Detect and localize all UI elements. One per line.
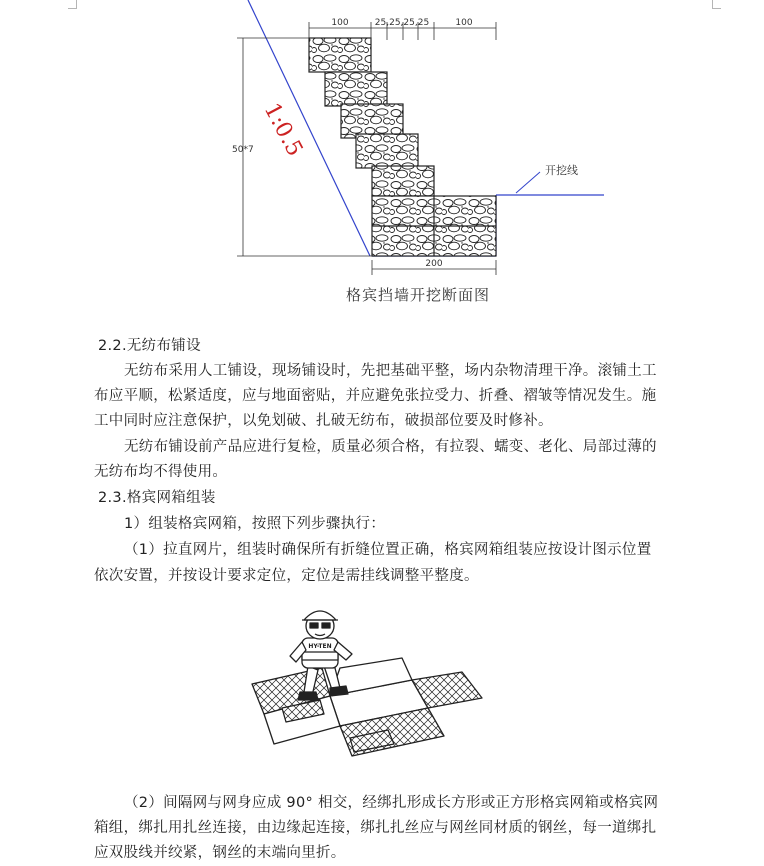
- paragraph-line: （2）间隔网与网身应成 90° 相交，经绑扎形成长方形或正方形格宾网箱或格宾网: [124, 795, 659, 811]
- paragraph-line: 箱组，绑扎用扎丝连接，由边缘起连接，绑扎扎丝应与网丝同材质的钢丝，每一道绑扎: [94, 820, 657, 836]
- section-heading-2-3: 2.3.格宾网箱组装: [98, 490, 216, 506]
- figure-caption: 格宾挡墙开挖断面图: [346, 286, 491, 304]
- section-heading-2-2: 2.2.无纺布铺设: [98, 338, 201, 354]
- slope-ratio-label: 1:0.5: [258, 99, 308, 161]
- page-corner-mark: [68, 0, 77, 9]
- excavation-leader: [516, 172, 540, 193]
- paragraph-line: 无纺布采用人工铺设，现场铺设时，先把基础平整，场内杂物清理干净。滚铺土工: [124, 363, 657, 379]
- worker-shirt-badge: HY-TEN: [308, 643, 332, 650]
- paragraph-line: 应双股线并绞紧，钢丝的末端向里折。: [94, 845, 346, 861]
- page-corner-mark: [712, 0, 721, 9]
- worker-on-mesh-illustration: [212, 596, 524, 762]
- dim-top-right: 100: [455, 18, 473, 28]
- gabion-baskets: [309, 38, 496, 256]
- dim-bottom: 200: [425, 259, 443, 269]
- step-line: 1）组装格宾网箱，按照下列步骤执行：: [124, 516, 386, 532]
- excavation-line-label: 开挖线: [545, 164, 578, 177]
- dim-steps: 25,25,25,25: [374, 18, 430, 28]
- paragraph-line: 工中同时应注意保护，以免划破、扎破无纺布，破损部位要及时修补。: [94, 413, 553, 429]
- paragraph-line: 依次安置，并按设计要求定位，定位是需挂线调整平整度。: [94, 568, 479, 584]
- paragraph-line: （1）拉直网片，组装时确保所有折缝位置正确，格宾网箱组装应按设计图示位置: [124, 542, 652, 558]
- dim-height: 50*7: [232, 145, 254, 155]
- gabion-section-figure: [230, 0, 610, 310]
- paragraph-line: 无纺布铺设前产品应进行复检，质量必须合格，有拉裂、蠕变、老化、局部过薄的: [124, 439, 657, 455]
- dim-top-left: 100: [331, 18, 349, 28]
- paragraph-line: 无纺布均不得使用。: [94, 464, 228, 480]
- paragraph-line: 布应平顺，松紧适度，应与地面密贴，并应避免张拉受力、折叠、褶皱等情况发生。施: [94, 388, 657, 404]
